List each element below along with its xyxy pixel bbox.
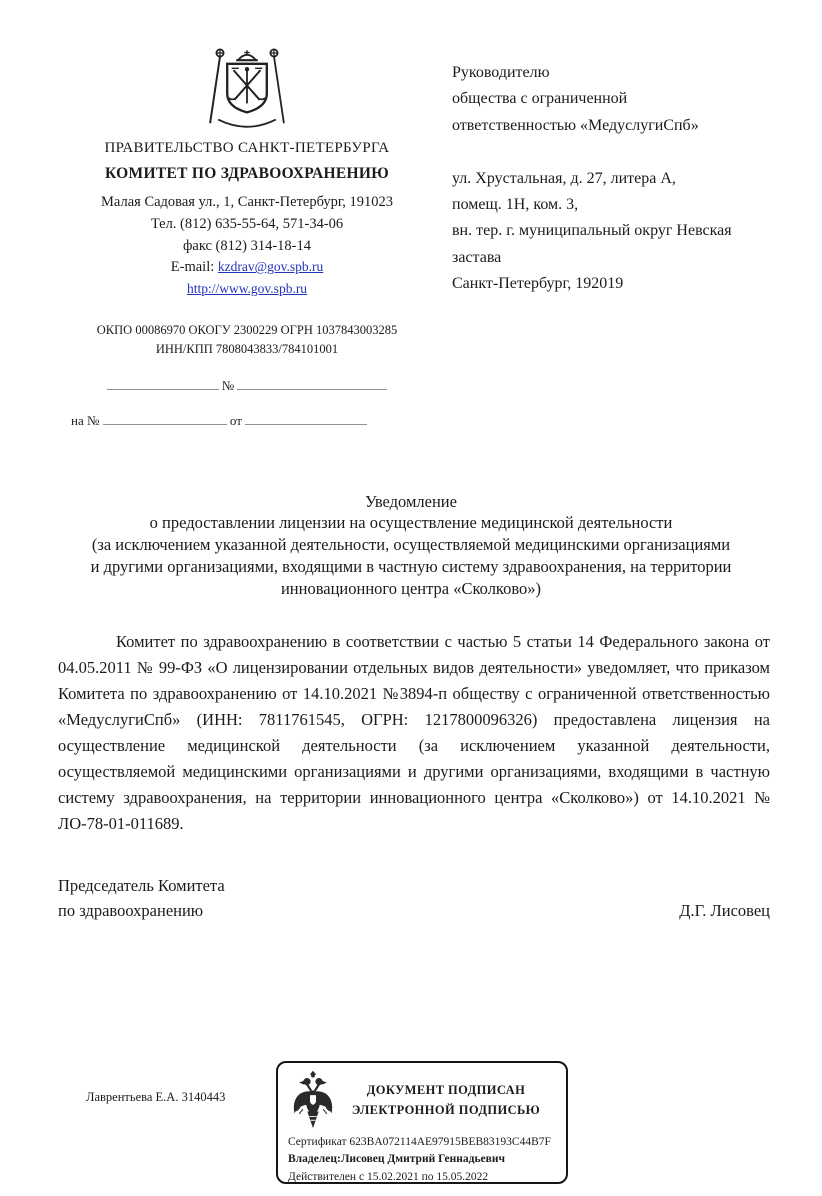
outgoing-number-line	[58, 376, 436, 394]
electronic-signature-stamp	[276, 1061, 568, 1184]
stamp-title-line1: ДОКУМЕНТ ПОДПИСАН	[366, 1083, 526, 1097]
website-link[interactable]: http://www.gov.spb.ru	[186, 281, 308, 296]
stamp-header	[288, 1069, 556, 1131]
recipient-line: Руководителю	[452, 64, 550, 81]
signer-position-line2: по здравоохранению	[58, 901, 204, 921]
recipient-address-block	[452, 44, 732, 429]
registration-codes	[58, 321, 436, 360]
stamp-owner-label: Владелец:	[288, 1153, 341, 1166]
incoming-number-blank-field	[103, 411, 227, 425]
email-label: E-mail:	[170, 259, 215, 276]
government-name: ПРАВИТЕЛЬСТВО САНКТ-ПЕТЕРБУРГА	[104, 140, 390, 156]
stamp-title-line2: ЭЛЕКТРОННОЙ ПОДПИСЬЮ	[351, 1103, 541, 1117]
signature-block	[58, 874, 770, 924]
title-line: о предоставлении лицензии на осуществление медицинской деятельности	[149, 513, 673, 533]
incoming-number-line	[58, 411, 436, 429]
recipient-line: вн. тер. г. муниципальный округ Невская	[452, 222, 732, 240]
recipient-line: застава	[452, 248, 502, 266]
codes-line1: ОКПО 00086970 ОКОГУ 2300229 ОГРН 1037843003285	[96, 322, 398, 337]
recipient-line: общества с ограниченной	[452, 90, 628, 108]
stamp-details	[288, 1134, 556, 1186]
stamp-owner	[288, 1151, 556, 1168]
russia-double-headed-eagle-icon	[290, 1069, 336, 1131]
email-line	[58, 257, 436, 279]
spb-coat-of-arms-icon	[58, 44, 436, 134]
stamp-title	[336, 1080, 556, 1120]
number-sign-label: №	[221, 377, 235, 393]
incoming-date-blank-field	[245, 411, 367, 425]
email-link[interactable]: kzdrav@gov.spb.ru	[217, 259, 324, 275]
letterhead	[58, 44, 436, 429]
date-blank-field	[107, 376, 219, 390]
recipient-line: Санкт-Петербург, 192019	[452, 275, 624, 293]
committee-name: КОМИТЕТ ПО ЗДРАВООХРАНЕНИЮ	[105, 165, 389, 182]
title-line: (за исключением указанной деятельности, осуществляемой медицинскими организациями	[91, 535, 731, 555]
codes-line2: ИНН/КПП 7808043833/784101001	[155, 342, 339, 357]
document-title	[0, 491, 822, 600]
na-number-label: на №	[71, 412, 100, 428]
signer-position	[58, 874, 225, 924]
title-line: и другими организациями, входящими в частную систему здравоохранения, на территории	[90, 556, 732, 576]
signer-name: Д.Г. Лисовец	[679, 901, 770, 921]
website-line	[58, 279, 436, 301]
ot-label: от	[229, 412, 242, 428]
recipient-line: помещ. 1Н, ком. 3,	[452, 195, 579, 213]
fax-line: факс (812) 314-18-14	[182, 237, 311, 254]
signer-position-line1: Председатель Комитета	[58, 876, 225, 896]
contact-block	[58, 192, 436, 301]
recipient-line	[452, 139, 732, 165]
executor-info: Лаврентьева Е.А. 3140443	[86, 1090, 226, 1104]
stamp-certificate: Сертификат 623BA072114AE97915BEB83193C44B7F	[288, 1136, 551, 1148]
stamp-owner-name: Лисовец Дмитрий Геннадьевич	[340, 1153, 505, 1166]
stamp-validity: Действителен с 15.02.2021 по 15.05.2022	[288, 1170, 489, 1183]
reference-fields	[58, 376, 436, 429]
number-blank-field	[237, 376, 387, 390]
header	[0, 0, 822, 429]
recipient-line: ответственностью «МедуслугиСпб»	[452, 116, 699, 134]
phone-line: Тел. (812) 635-55-64, 571-34-06	[150, 215, 344, 232]
postal-address: Малая Садовая ул., 1, Санкт-Петербург, 191023	[101, 194, 393, 210]
title-line: Уведомление	[365, 491, 457, 511]
body-paragraph: Комитет по здравоохранению в соответствии с частью 5 статьи 14 Федерального закона от 04.05.2011 № 99-ФЗ «О лицензировании отдельных видов деятельности» уведомляет, что приказом Комитета по здравоохранению от 14.10.2021 №3894-п обществу с ограниченной ответственностью «МедуслугиСпб» (ИНН: 7811761545, ОГРН: 1217800096326) предоставлена лицензия на осуществление медицинской деятельности (за исключением указанной деятельности, осуществляемой медицинскими организациями и другими организациями, входящими в частную систему здравоохранения, на территории инновационного центра «Сколково») от 14.10.2021 № ЛО-78-01-011689.	[58, 632, 770, 833]
recipient-line: ул. Хрустальная, д. 27, литера А,	[452, 169, 676, 187]
title-line: инновационного центра «Сколково»)	[280, 578, 542, 598]
